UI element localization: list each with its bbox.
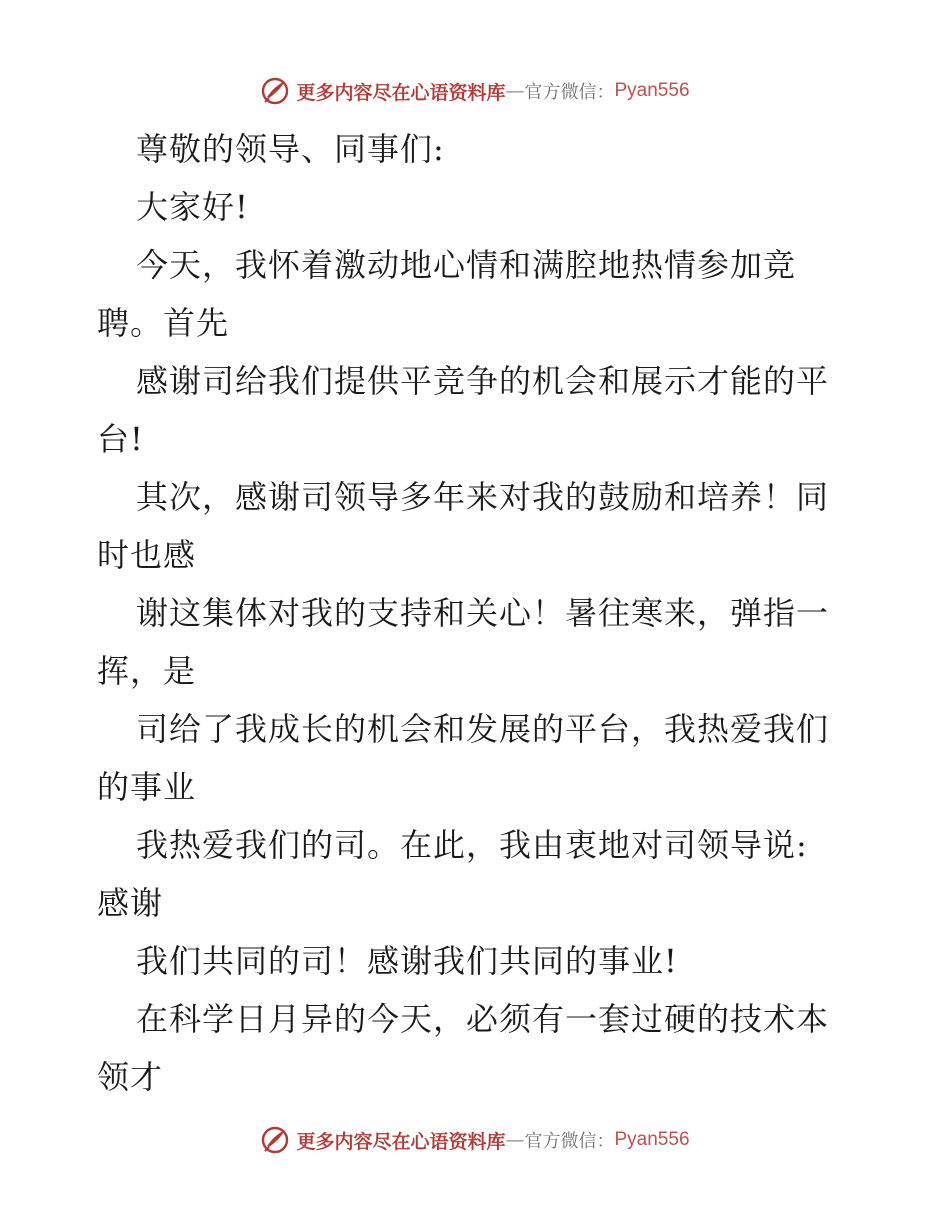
header-separator: — — [505, 80, 525, 102]
header-wechat-id: Pyan556 — [614, 80, 690, 101]
body-line: 大家好! — [136, 188, 249, 226]
body-line: 聘。首先 — [97, 304, 230, 342]
body-line: 感谢 — [97, 884, 164, 922]
body-line: 谢这集体对我的支持和关心！暑往寒来，弹指一 — [136, 594, 830, 632]
footer-wechat-id: Pyan556 — [614, 1129, 690, 1150]
body-line: 台! — [97, 420, 144, 458]
footer-banner — [0, 1120, 950, 1160]
body-line: 在科学日月异的今天，必须有一套过硬的技术本 — [136, 1000, 830, 1038]
body-line: 感谢司给我们提供平竞争的机会和展示才能的平 — [136, 362, 830, 400]
body-line: 今天，我怀着激动地心情和满腔地热情参加竞 — [136, 246, 797, 284]
header-wechat-label: 官方微信： — [524, 82, 615, 103]
body-line: 时也感 — [97, 536, 197, 574]
footer-brand-text: 更多内容尽在心语资料库 — [296, 1130, 506, 1153]
quill-pen-logo-icon — [260, 76, 290, 106]
footer-separator: — — [505, 1129, 525, 1151]
quill-pen-logo-icon — [260, 1125, 290, 1155]
header-brand-text: 更多内容尽在心语资料库 — [296, 81, 506, 104]
footer-wechat-label: 官方微信： — [524, 1131, 615, 1152]
header-banner — [0, 71, 950, 111]
body-line: 挥，是 — [97, 652, 197, 690]
body-line: 我热爱我们的司。在此，我由衷地对司领导说: — [136, 826, 808, 864]
body-line: 领才 — [97, 1058, 164, 1096]
body-line: 尊敬的领导、同事们: — [136, 130, 445, 168]
body-line: 其次，感谢司领导多年来对我的鼓励和培养！同 — [136, 478, 830, 516]
body-line: 司给了我成长的机会和发展的平台，我热爱我们 — [136, 710, 830, 748]
body-line: 的事业 — [97, 768, 197, 806]
body-line: 我们共同的司！感谢我们共同的事业! — [136, 942, 678, 980]
